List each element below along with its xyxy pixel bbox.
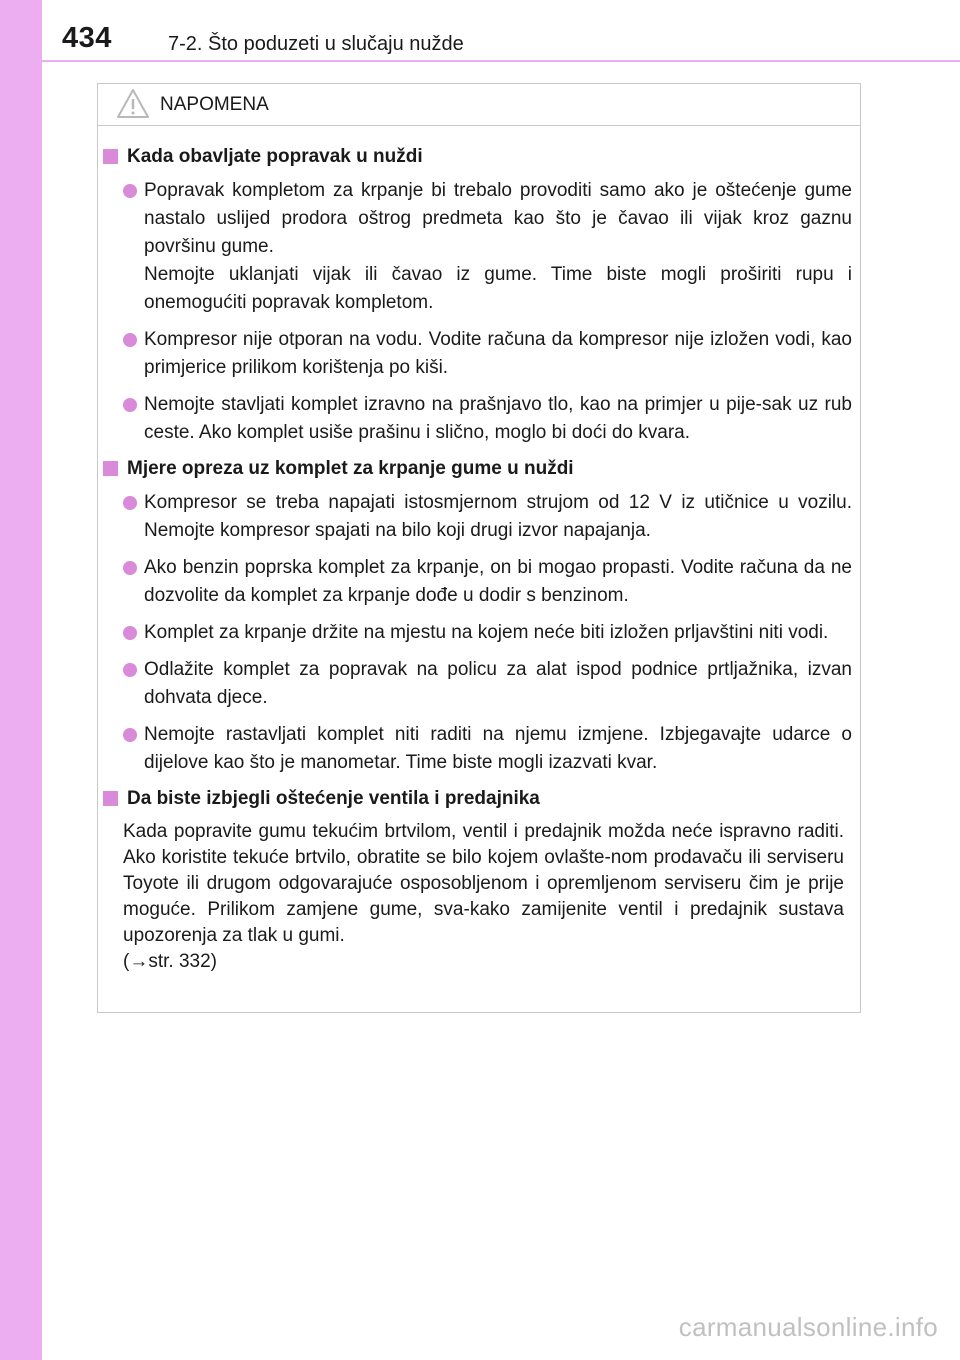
list-item	[98, 721, 860, 777]
list-item-text: Ako benzin poprska komplet za krpanje, on bi mogao propasti. Vodite računa da ne dozvolite da komplet za krpanje dođe u dodir s benzinom.	[144, 557, 852, 606]
side-color-bar	[0, 0, 42, 1360]
square-bullet-icon	[103, 461, 118, 476]
section-paragraph	[98, 819, 860, 975]
warning-triangle-icon	[116, 88, 150, 120]
list-item	[98, 619, 860, 647]
square-bullet-icon	[103, 791, 118, 806]
circle-bullet-icon	[123, 184, 137, 198]
note-box	[97, 83, 861, 1013]
section-title: 7-2. Što poduzeti u slučaju nužde	[168, 33, 464, 55]
circle-bullet-icon	[123, 626, 137, 640]
circle-bullet-icon	[123, 663, 137, 677]
watermark: carmanualsonline.info	[678, 1312, 938, 1342]
list-item-text: Nemojte stavljati komplet izravno na prašnjavo tlo, kao na primjer u pije-sak uz rub ceste. Ako komplet usiše prašinu i slično, moglo bi doći do kvara.	[144, 394, 852, 443]
list-item	[98, 326, 860, 382]
list-item-text: Kompresor nije otporan na vodu. Vodite računa da kompresor nije izložen vodi, kao primjerice prilikom korištenja po kiši.	[144, 329, 852, 378]
note-body	[98, 144, 860, 975]
list-item	[98, 177, 860, 317]
list-item-text: Popravak kompletom za krpanje bi trebalo provoditi samo ako je oštećenje gume nastalo uslijed prodora oštrog predmeta kao što je čavao ili vijak kroz gaznu površinu gume.	[144, 180, 852, 257]
page-number: 434	[62, 22, 112, 54]
list-item-text: Odlažite komplet za popravak na policu za alat ispod podnice prtljažnika, izvan dohvata djece.	[144, 659, 852, 708]
circle-bullet-icon	[123, 398, 137, 412]
list-item-text: Nemojte rastavljati komplet niti raditi na njemu izmjene. Izbjegavajte udarce o dijelove kao što je manometar. Time biste mogli izazvati kvar.	[144, 724, 852, 773]
section-heading	[98, 456, 860, 482]
list-item	[98, 391, 860, 447]
section-heading	[98, 144, 860, 170]
note-header	[98, 84, 860, 126]
section-heading-text: Da biste izbjegli oštećenje ventila i predajnika	[127, 788, 540, 809]
section-heading	[98, 786, 860, 812]
note-label: NAPOMENA	[160, 94, 269, 115]
list-item-text: Kompresor se treba napajati istosmjernom strujom od 12 V iz utičnice u vozilu. Nemojte kompresor spajati na bilo koji drugi izvor napajanja.	[144, 492, 852, 541]
list-item-text: Nemojte uklanjati vijak ili čavao iz gume. Time biste mogli proširiti rupu i onemogućiti popravak kompletom.	[144, 264, 852, 313]
circle-bullet-icon	[123, 333, 137, 347]
section-heading-text: Kada obavljate popravak u nuždi	[127, 146, 423, 167]
list-item	[98, 554, 860, 610]
circle-bullet-icon	[123, 561, 137, 575]
page-reference: (→str. 332)	[123, 951, 217, 972]
list-item-text: Komplet za krpanje držite na mjestu na kojem neće biti izložen prljavštini niti vodi.	[144, 622, 829, 643]
circle-bullet-icon	[123, 496, 137, 510]
list-item	[98, 656, 860, 712]
section-heading-text: Mjere opreza uz komplet za krpanje gume u nuždi	[127, 458, 574, 479]
list-item	[98, 489, 860, 545]
circle-bullet-icon	[123, 728, 137, 742]
paragraph-text: Kada popravite gumu tekućim brtvilom, ventil i predajnik možda neće ispravno raditi. Ako koristite tekuće brtvilo, obratite se bilo kojem ovlašte-nom prodavaču ili serviseru Toyote ili drugom odgovarajuće osposobljenom i opremljenom serviseru čim je prije moguće. Prilikom zamjene gume, sva-kako zamijenite ventil i predajnik sustava upozorenja za tlak u gumi.	[123, 821, 844, 946]
square-bullet-icon	[103, 149, 118, 164]
